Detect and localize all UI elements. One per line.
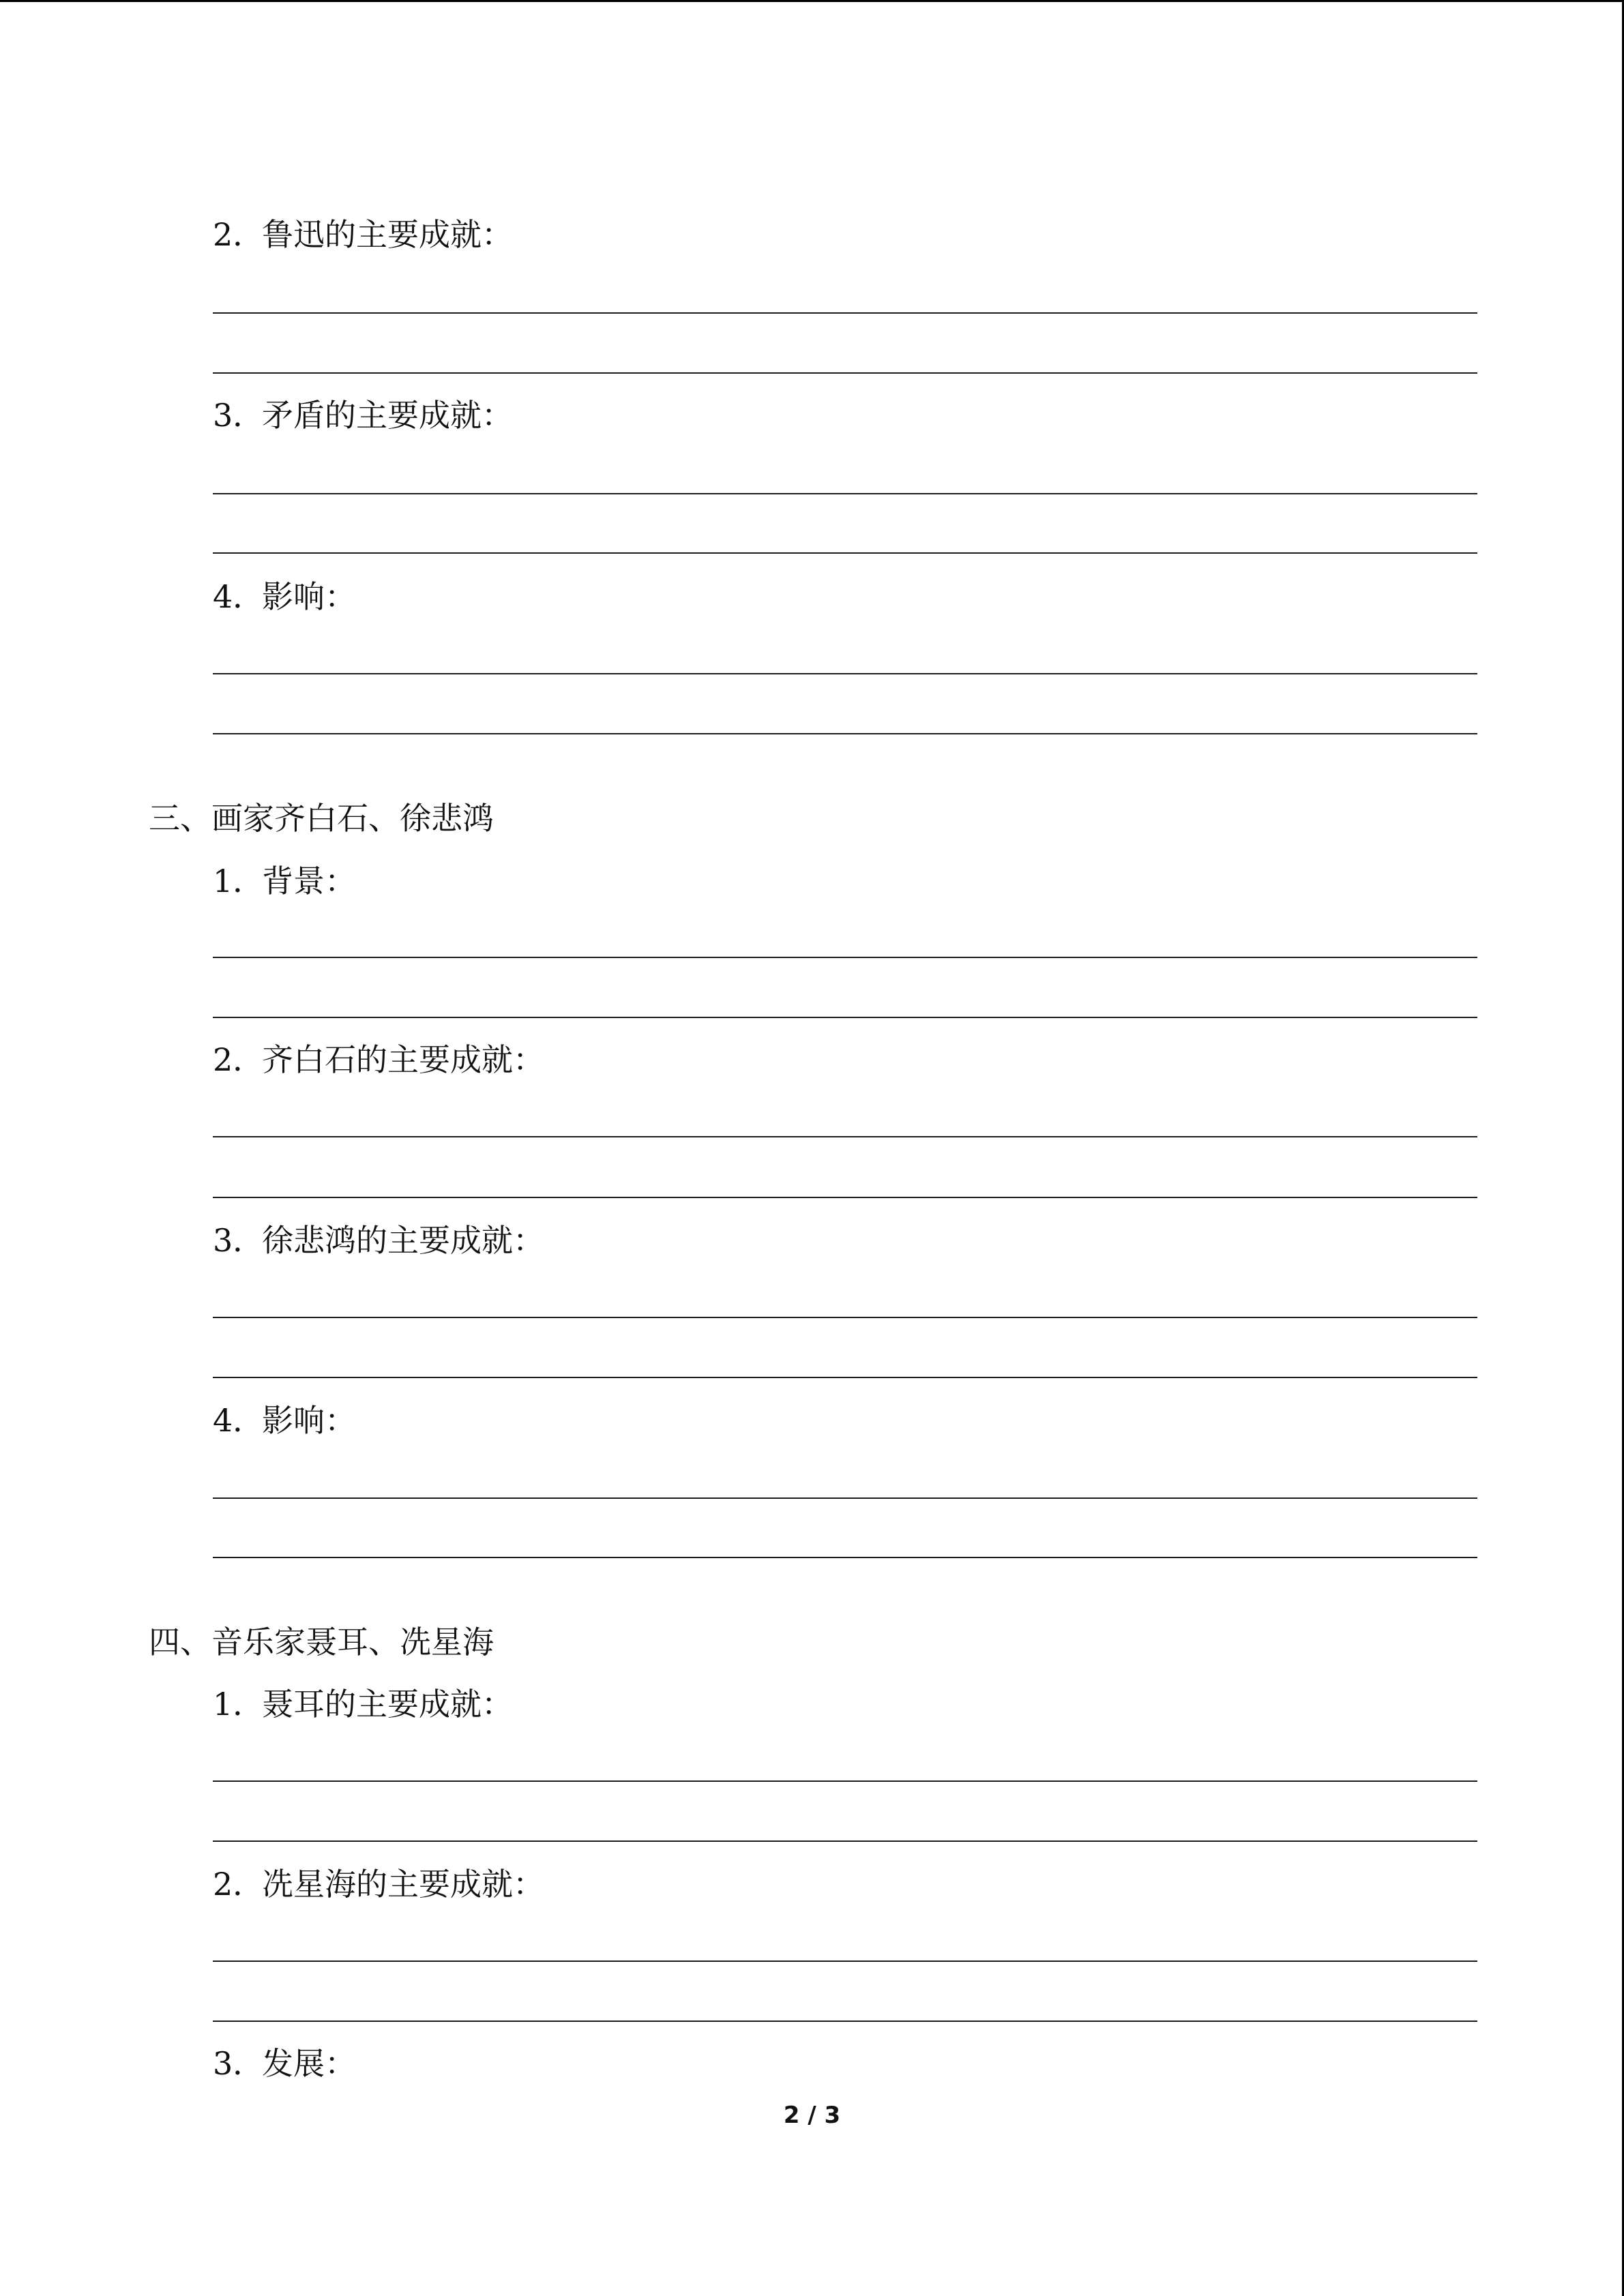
question-item [213, 1864, 544, 1905]
item-number: 2． [213, 1041, 265, 1078]
question-item [213, 1039, 544, 1080]
answer-line[interactable] [213, 1197, 1477, 1198]
item-label: 矛盾的主要成就： [262, 397, 513, 434]
section-heading: 三、画家齐白石、徐悲鸿 [149, 800, 494, 837]
question-item [213, 1684, 513, 1725]
answer-line[interactable] [213, 673, 1477, 674]
answer-line[interactable] [213, 1557, 1477, 1558]
question-item [213, 1220, 544, 1261]
answer-line[interactable] [213, 1497, 1477, 1499]
answer-line[interactable] [213, 1317, 1477, 1318]
item-number: 2． [213, 216, 265, 253]
item-number: 3． [213, 397, 265, 434]
section-heading: 四、音乐家聂耳、冼星海 [149, 1624, 494, 1660]
answer-line[interactable] [213, 2021, 1477, 2022]
answer-line[interactable] [213, 733, 1477, 734]
item-label: 齐白石的主要成就： [262, 1041, 544, 1078]
page-number: 2 / 3 [783, 2102, 841, 2129]
answer-line[interactable] [213, 1136, 1477, 1137]
answer-line[interactable] [213, 312, 1477, 314]
question-item [213, 2043, 356, 2084]
item-label: 鲁迅的主要成就： [262, 216, 513, 253]
answer-line[interactable] [213, 1960, 1477, 1962]
item-number: 4． [213, 1402, 265, 1439]
item-label: 冼星海的主要成就： [262, 1866, 544, 1903]
question-item [213, 214, 513, 255]
answer-line[interactable] [213, 552, 1477, 554]
question-item [213, 861, 356, 901]
answer-line[interactable] [213, 1017, 1477, 1018]
item-number: 1． [213, 863, 265, 899]
item-label: 背景： [262, 863, 356, 899]
answer-line[interactable] [213, 493, 1477, 494]
item-label: 发展： [262, 2045, 356, 2082]
item-label: 影响： [262, 1402, 356, 1439]
answer-line[interactable] [213, 1780, 1477, 1782]
item-label: 聂耳的主要成就： [262, 1686, 513, 1723]
question-item [213, 576, 356, 617]
question-item [213, 1400, 356, 1441]
question-item [213, 395, 513, 436]
item-number: 1． [213, 1686, 265, 1723]
item-label: 徐悲鸿的主要成就： [262, 1222, 544, 1259]
answer-line[interactable] [213, 1377, 1477, 1378]
item-number: 3． [213, 2045, 265, 2082]
answer-line[interactable] [213, 957, 1477, 958]
answer-line[interactable] [213, 372, 1477, 374]
item-number: 2． [213, 1866, 265, 1903]
item-number: 3． [213, 1222, 265, 1259]
item-label: 影响： [262, 578, 356, 615]
answer-line[interactable] [213, 1840, 1477, 1842]
item-number: 4． [213, 578, 265, 615]
